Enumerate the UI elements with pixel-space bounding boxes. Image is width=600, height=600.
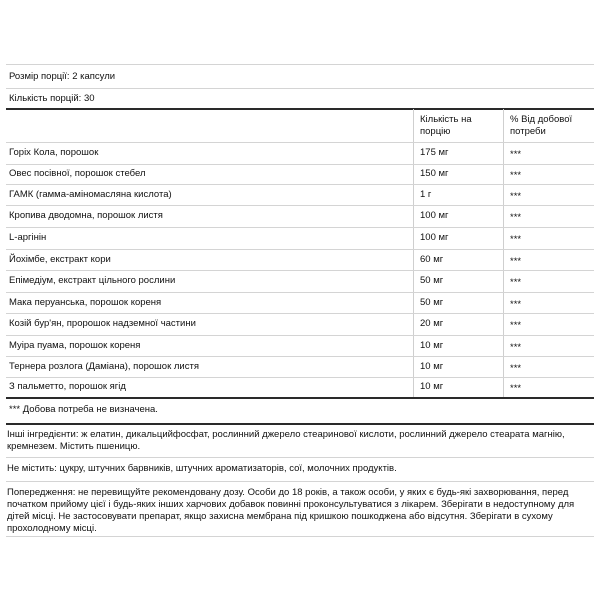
ingredient-dv: *** <box>510 383 522 394</box>
ingredient-name: Тернера розлога (Даміана), порошок листя <box>9 361 199 372</box>
table-end-divider <box>6 397 594 399</box>
column-divider-amount <box>413 109 414 397</box>
header-amount-line2: порцію <box>420 126 451 137</box>
ingredient-name: Горіх Кола, порошок <box>9 147 99 158</box>
ingredient-dv: *** <box>510 363 522 374</box>
free-from: Не містить: цукру, штучних барвників, штучних ароматизаторів, сої, молочних продуктів. <box>7 463 397 474</box>
row-divider <box>6 270 594 271</box>
ingredient-dv: *** <box>510 299 522 310</box>
ingredient-name: ГАМК (гамма-аміномасляна кислота) <box>9 189 172 200</box>
ingredient-dv: *** <box>510 212 522 223</box>
ingredient-name: З пальметто, порошок ягід <box>9 381 126 392</box>
header-dv-line1: % Від добової <box>510 114 573 125</box>
row-divider <box>6 335 594 336</box>
row-divider <box>6 205 594 206</box>
section-divider <box>6 423 594 425</box>
row-divider <box>6 164 594 165</box>
row-divider <box>6 249 594 250</box>
ingredient-name: Муіра пуама, порошок кореня <box>9 340 141 351</box>
header-divider <box>6 108 594 110</box>
row-divider <box>6 313 594 314</box>
ingredient-name: Овес посівної, порошок стебел <box>9 168 146 179</box>
ingredient-dv: *** <box>510 342 522 353</box>
top-divider <box>6 64 594 65</box>
ingredient-dv: *** <box>510 256 522 267</box>
ingredient-amount: 10 мг <box>420 361 444 372</box>
serving-size: Розмір порції: 2 капсули <box>9 71 116 82</box>
section-divider <box>6 481 594 482</box>
divider <box>6 88 594 89</box>
ingredient-amount: 175 мг <box>420 147 449 158</box>
row-divider <box>6 227 594 228</box>
ingredient-amount: 1 г <box>420 189 432 200</box>
ingredient-amount: 50 мг <box>420 297 444 308</box>
servings-count: Кількість порцій: 30 <box>9 93 95 104</box>
header-amount-line1: Кількість на <box>420 114 472 125</box>
other-ingredients: Інші інгредієнти: ж елатин, дикальцийфосфат, рослинний джерело стеаринової кислоти, рослинний джерело стеарата магнію, кремнезем. Містить пшеницю. <box>7 429 565 452</box>
ingredient-amount: 60 мг <box>420 254 444 265</box>
row-divider <box>6 356 594 357</box>
ingredient-amount: 20 мг <box>420 318 444 329</box>
ingredient-amount: 10 мг <box>420 340 444 351</box>
divider <box>6 142 594 143</box>
warning: Попередження: не перевищуйте рекомендовану дозу. Особи до 18 років, а також особи, у яких є будь-які захворювання, перед початком прийому цієї і будь-яких інших харчових добавок повинні проконсультуватися з лікарем. Зберігати в недоступному для дітей місці. Не застосовувати препарат, якщо захисна мембрана під кришкою пошкоджена або відсутня. Зберігати в сухому прохолодному місці. <box>7 487 575 534</box>
column-divider-dv <box>503 109 504 397</box>
ingredient-dv: *** <box>510 149 522 160</box>
row-divider <box>6 377 594 378</box>
ingredient-amount: 100 мг <box>420 210 449 221</box>
ingredient-dv: *** <box>510 170 522 181</box>
ingredient-name: L-аргінін <box>9 232 47 243</box>
ingredient-amount: 100 мг <box>420 232 449 243</box>
row-divider <box>6 292 594 293</box>
ingredient-dv: *** <box>510 277 522 288</box>
header-dv-line2: потреби <box>510 126 546 137</box>
ingredient-amount: 150 мг <box>420 168 449 179</box>
ingredient-name: Кропива дводомна, порошок листя <box>9 210 163 221</box>
ingredient-dv: *** <box>510 191 522 202</box>
ingredient-name: Йохімбе, екстракт кори <box>9 254 111 265</box>
bottom-divider <box>6 536 594 537</box>
ingredient-name: Мака перуанська, порошок кореня <box>9 297 162 308</box>
ingredient-amount: 10 мг <box>420 381 444 392</box>
ingredient-amount: 50 мг <box>420 275 444 286</box>
section-divider <box>6 457 594 458</box>
footnote: *** Добова потреба не визначена. <box>9 404 158 415</box>
row-divider <box>6 184 594 185</box>
ingredient-dv: *** <box>510 320 522 331</box>
ingredient-name: Козій бур'ян, пророшок надземної частини <box>9 318 196 329</box>
ingredient-dv: *** <box>510 234 522 245</box>
ingredient-name: Епімедіум, екстракт цільного рослини <box>9 275 176 286</box>
